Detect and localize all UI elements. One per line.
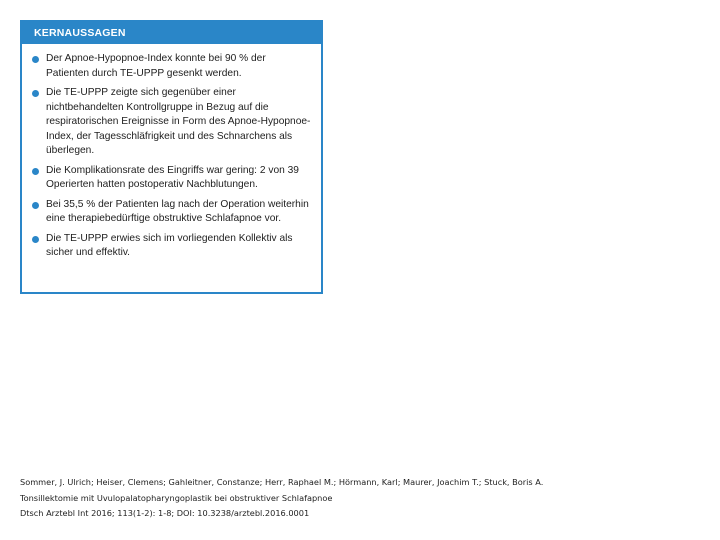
- citation-title: Tonsillektomie mit Uvulopalatopharyngoplastik bei obstruktiver Schlafapnoe: [20, 493, 333, 503]
- key-messages-list: [22, 44, 321, 261]
- bullet-text: Die TE-UPPP erwies sich im vorliegenden Kollektiv als sicher und effektiv.: [46, 232, 293, 258]
- bullet-icon: [32, 236, 39, 243]
- citation-source: Dtsch Arztebl Int 2016; 113(1-2): 1-8; DOI: 10.3238/arztebl.2016.0001: [20, 508, 310, 518]
- list-item: [32, 86, 311, 159]
- bullet-icon: [32, 168, 39, 175]
- bullet-text: Bei 35,5 % der Patienten lag nach der Operation weiterhin eine therapiebedürftige obstruktive Schlafapnoe vor.: [46, 198, 309, 224]
- citation-authors: Sommer, J. Ulrich; Heiser, Clemens; Gahleitner, Constanze; Herr, Raphael M.; Hörmann, Karl; Maurer, Joachim T.; Stuck, Boris A.: [20, 477, 544, 487]
- list-item: [32, 52, 311, 81]
- key-messages-title: KERNAUSSAGEN: [22, 22, 321, 44]
- bullet-text: Die Komplikationsrate des Eingriffs war gering: 2 von 39 Operierten hatten postoperativ Nachblutungen.: [46, 164, 299, 190]
- bullet-icon: [32, 202, 39, 209]
- list-item: [32, 198, 311, 227]
- list-item: [32, 232, 311, 261]
- bullet-icon: [32, 56, 39, 63]
- key-messages-box: [20, 20, 323, 294]
- bullet-text: Der Apnoe-Hypopnoe-Index konnte bei 90 % der Patienten durch TE-UPPP gesenkt werden.: [46, 53, 266, 79]
- list-item: [32, 164, 311, 193]
- bullet-text: Die TE-UPPP zeigte sich gegenüber einer nichtbehandelten Kontrollgruppe in Bezug auf die respiratorischen Ereignisse in Form des Apnoe-Hypopnoe-Index, der Tagesschläfrigkeit und des Schnarchens als überlegen.: [46, 87, 311, 156]
- bullet-icon: [32, 90, 39, 97]
